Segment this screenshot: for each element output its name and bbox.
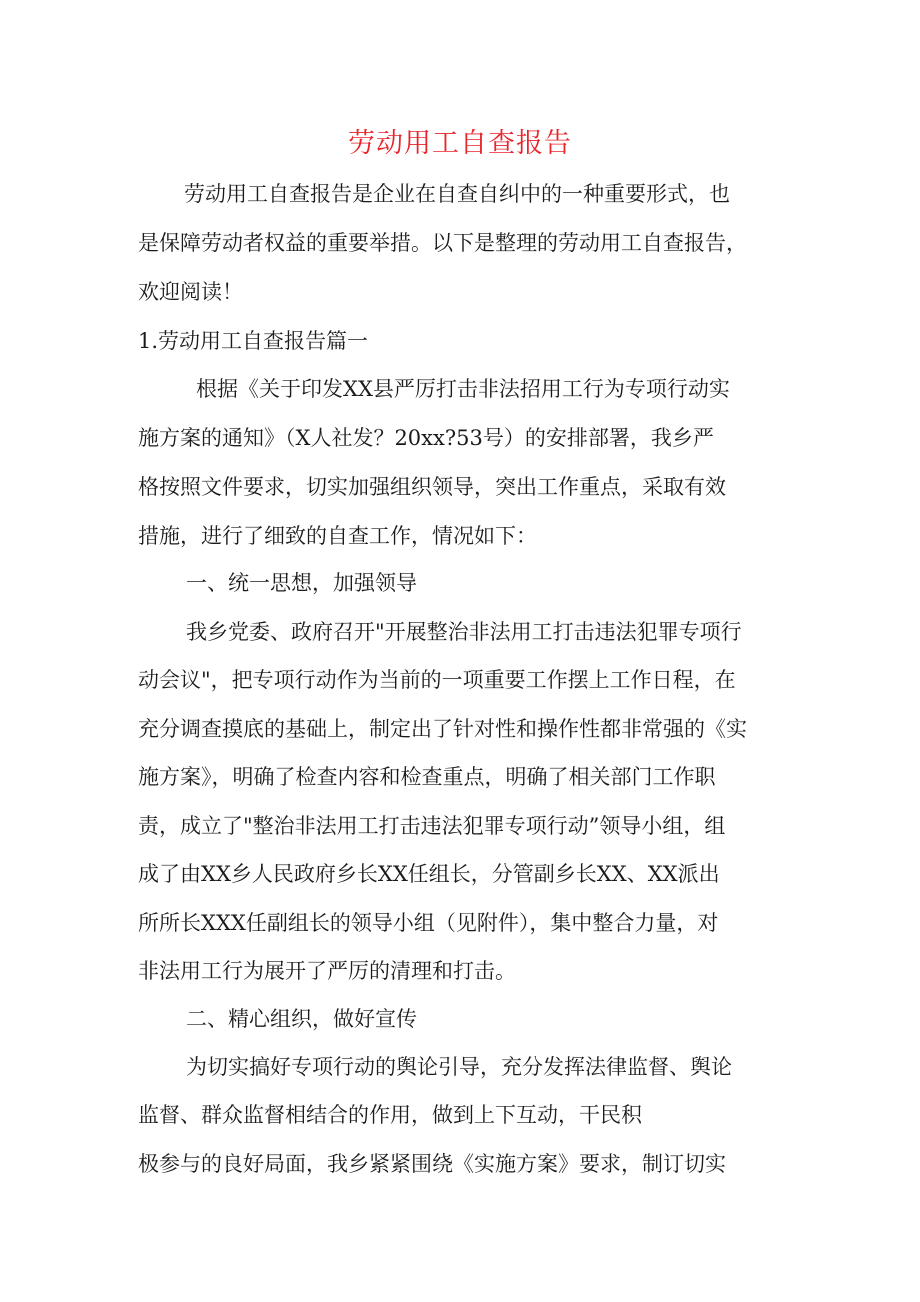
document-title: 劳动用工自查报告 [348, 128, 572, 159]
paragraph-line: 非法用工行为展开了严厉的清理和打击。 [138, 959, 516, 983]
paragraph-line: 成了由XX乡人民政府乡长XX任组长，分管副乡长XX、XX派出 [138, 862, 720, 886]
subsection-heading: 二、精心组织，做好宣传 [186, 1007, 417, 1031]
paragraph-line: 我乡党委、政府召开"开展整治非法用工打击违法犯罪专项行 [186, 620, 742, 644]
subsection-heading: 一、统一思想，加强领导 [186, 571, 417, 595]
paragraph-line: 监督、群众监督相结合的作用，做到上下互动，干民积 [138, 1103, 642, 1127]
paragraph-line: 根据《关于印发XX县严厉打击非法招用工行为专项行动实 [196, 377, 730, 401]
paragraph-line: 欢迎阅读！ [138, 280, 243, 304]
paragraph-line: 劳动用工自查报告是企业在自查自纠中的一种重要形式，也 [184, 182, 730, 206]
section-heading: 1.劳动用工自查报告篇一 [138, 329, 369, 353]
paragraph-line: 责，成立了"整治非法用工打击违法犯罪专项行动”领导小组，组 [138, 814, 726, 838]
paragraph-line: 措施，进行了细致的自查工作，情况如下： [138, 524, 537, 548]
paragraph-line: 所所长XXX任副组长的领导小组（见附件），集中整合力量，对 [138, 911, 719, 935]
paragraph-line: 是保障劳动者权益的重要举措。以下是整理的劳动用工自查报告， [138, 231, 747, 255]
paragraph-line: 格按照文件要求，切实加强组织领导，突出工作重点，采取有效 [138, 475, 726, 499]
paragraph-line: 施方案的通知》（X人社发？20xx?53号）的安排部署，我乡严 [138, 426, 714, 450]
paragraph-line: 为切实搞好专项行动的舆论引导，充分发挥法律监督、舆论 [186, 1055, 732, 1079]
paragraph-line: 施方案》，明确了检查内容和检查重点，明确了相关部门工作职 [138, 765, 716, 789]
paragraph-line: 充分调查摸底的基础上，制定出了针对性和操作性都非常强的《实 [138, 717, 747, 741]
paragraph-line: 动会议"，把专项行动作为当前的一项重要工作摆上工作日程，在 [138, 668, 736, 692]
paragraph-line: 极参与的良好局面，我乡紧紧围绕《实施方案》要求，制订切实 [138, 1152, 726, 1176]
